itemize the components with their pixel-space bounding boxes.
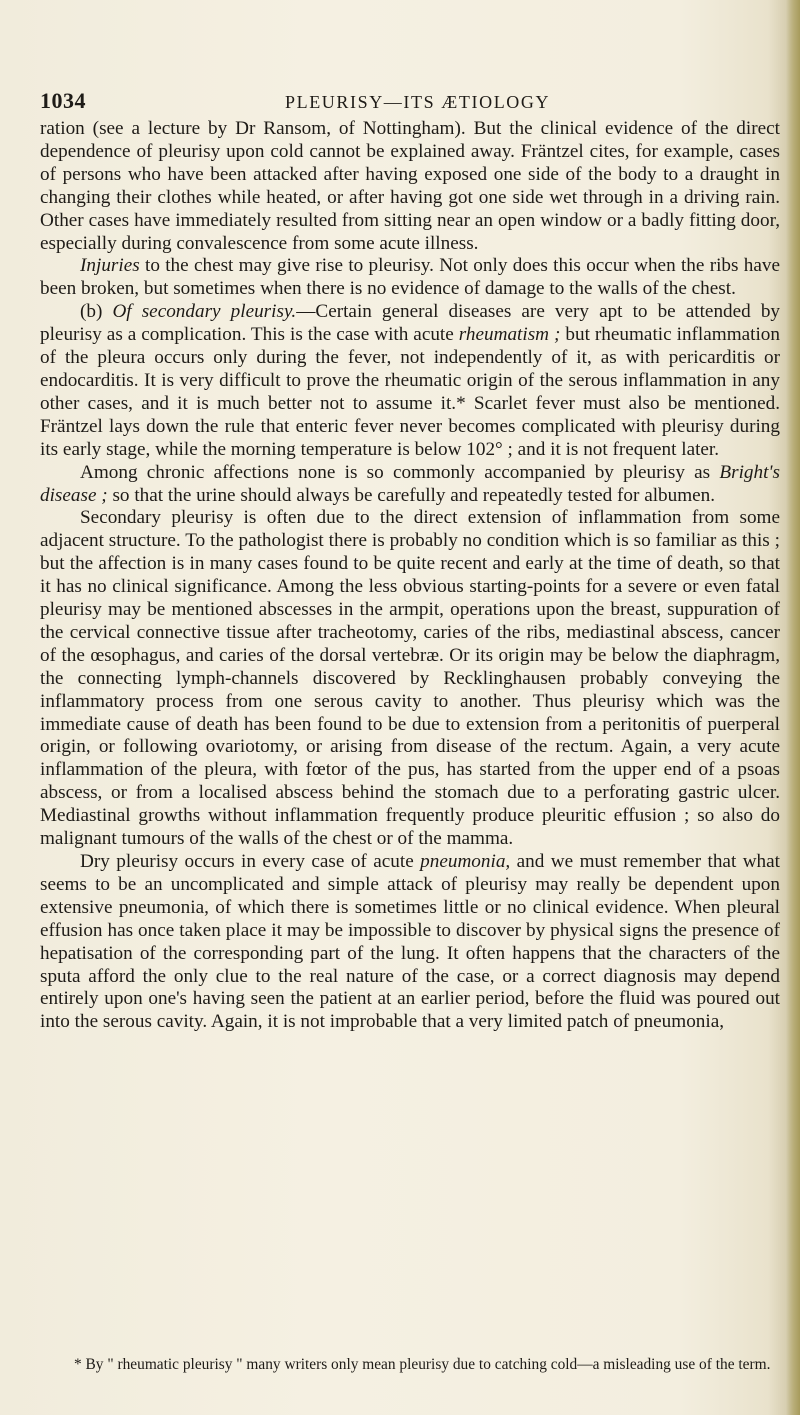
paragraph-1 [40,118,780,255]
paragraph-direct-extension-text: Secondary pleurisy is often due to the direct extension of inflammation from some adjacent structure. To the pathologist there is probably no condition which is so familiar as this ; but the affection is in many cases found to be quite recent and early at the time of death, so that it has no clinical significance. Among the less obvious starting-points for a severe or even fatal pleurisy may be mentioned abscesses in the armpit, operations upon the breast, suppuration of the cervical connective tissue after tracheotomy, caries of the ribs, mediastinal abscess, cancer of the œsophagus, and caries of the dorsal vertebræ. Or its origin may be below the diaphragm, the connecting lymph-channels discovered by Recklinghausen probably conveying the inflammatory process from one serous cavity to another. Thus pleurisy which was the immediate cause of death has been found to be due to extension from a peritonitis of puerperal origin, or following ovariotomy, or arising from disease of the rectum. Again, a very acute inflammation of the pleura, with fœtor of the pus, has started from the upper end of a psoas abscess, or from a localised abscess behind the stomach due to a perforating gastric ulcer. Mediastinal growths without inflammation frequently produce pleuritic effusion ; so also do malignant tumours of the walls of the chest or of the mamma. [40,507,780,850]
paragraph-secondary-text-b: but rheumatic inflammation of the pleura occurs only during the fever, not independently of it, as with pericarditis or endocarditis. It is very difficult to prove the rheumatic origin of the serous inflammation in any other cases, and it is much better not to assume it.* Scarlet fever must also be mentioned. Fräntzel lays down the rule that enteric fever never becomes complicated with pleurisy during its early stage, while the morning temperature is below 102° ; and it is not frequent later. [40,324,780,460]
paragraph-dry-pleurisy [40,851,780,1034]
running-head: PLEURISY—ITS ÆTIOLOGY [285,92,551,112]
paragraph-secondary-pleurisy [40,301,780,461]
body-text [40,118,780,1034]
paragraph-secondary-text-a: —Certain general diseases are very apt to be attended by pleurisy as a complication. This is the case with acute [40,301,781,346]
section-label: (b) [80,301,113,323]
paragraph-direct-extension [40,507,780,851]
section-heading: Of secondary pleurisy. [112,301,297,323]
paragraph-dry-text-b: and we must remember that what seems to be an uncomplicated and simple attack of pleurisy may really be dependent upon extensive pneumonia, of which there is sometimes little or no clinical evidence. When pleural effusion has once taken place it may be impossible to discover by physical signs the presence of hepatisation of the corresponding part of the lung. It often happens that the characters of the sputa afford the only clue to the real nature of the case, or a correct diagnosis may depend entirely upon one's having seen the patient at an earlier period, before the fluid was poured out into the serous cavity. Again, it is not improbable that a very limited patch of pneumonia, [40,851,780,1033]
italic-term-brights-disease: Bright's disease ; [40,461,780,506]
paragraph-chronic-text-b: so that the urine should always be carefully and repeatedly tested for albumen. [107,484,716,506]
page-header [40,88,780,114]
paragraph-chronic-text-a: Among chronic affections none is so commonly accompanied by pleurisy as [80,461,720,483]
italic-term-pneumonia: pneumonia, [420,851,511,872]
paragraph-1-text: ration (see a lecture by Dr Ransom, of Nottingham). But the clinical evidence of the direct dependence of pleurisy upon cold cannot be explained away. Fräntzel cites, for example, cases of persons who have been attacked after having exposed one side of the body to a draught in changing their clothes while heated, or after having got one side wet through in a driving rain. Other cases have immediately resulted from sitting near an open window or a badly fitting door, especially during convalescence from some acute illness. [40,118,780,254]
paragraph-injuries-text: to the chest may give rise to pleurisy. Not only does this occur when the ribs have been broken, but sometimes when there is no evidence of damage to the walls of the chest. [40,255,780,300]
page-edge-shadow [786,0,800,1415]
page-number: 1034 [40,88,86,113]
paragraph-injuries [40,255,780,301]
paragraph-chronic-affections [40,462,780,508]
footnote-text: * By " rheumatic pleurisy " many writers only mean pleurisy due to catching cold—a misleading use of the term. [74,1356,771,1373]
italic-term-injuries: Injuries [80,255,140,277]
paragraph-dry-text-a: Dry pleurisy occurs in every case of acute [80,851,421,872]
footnote [40,1356,780,1374]
italic-term-rheumatism: rheumatism ; [458,324,561,346]
